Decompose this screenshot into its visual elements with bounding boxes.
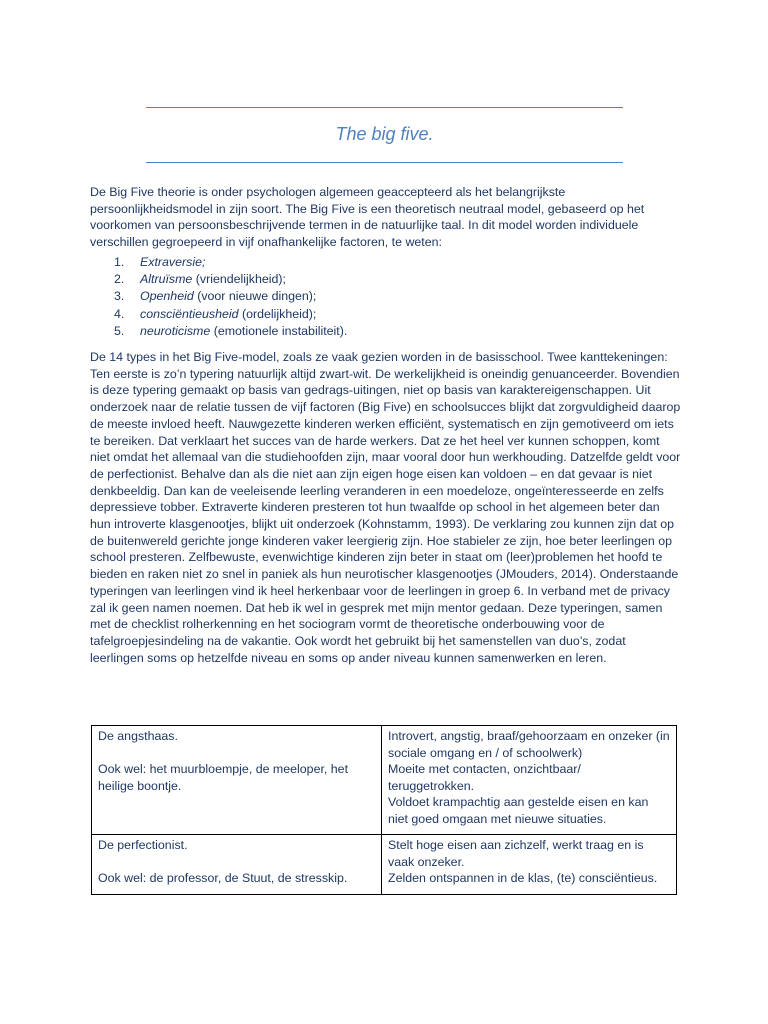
factor-item (90, 271, 347, 288)
factor-name: Altruïsme (140, 272, 193, 287)
type-cell (92, 726, 382, 835)
factor-desc: (voor nieuwe dingen); (193, 289, 317, 304)
intro-text: De Big Five theorie is onder psychologen algemeen geaccepteerd als het belangrijkste persoonlijkheidsmodel in zijn soort. The Big Five is een theoretisch neutraal model, gebaseerd op het voorkomen van persoonsbeschrijvende termen in de natuurlijke taal. In dit model worden individuele verschillen gegroepeerd in vijf onafhankelijke factoren, te weten: (90, 185, 645, 250)
type-traits: Zelden ontspannen in de klas, (te) consciëntieus. (388, 871, 658, 885)
title-rule-top (146, 107, 623, 108)
factor-number: 3. (114, 289, 125, 304)
factor-number: 4. (114, 306, 125, 321)
factor-number: 1. (114, 255, 125, 269)
title-rule-bottom (146, 162, 623, 163)
factor-item (90, 254, 347, 271)
factor-desc: (emotionele instabiliteit). (210, 323, 348, 338)
type-name: De perfectionist. (98, 838, 188, 852)
type-cell (92, 835, 382, 895)
table-row (92, 726, 677, 835)
type-alias: Ook wel: de professor, de Stuut, de stresskip. (98, 871, 348, 885)
type-traits: Voldoet krampachtig aan gestelde eisen en kan niet goed omgaan met nieuwe situaties. (388, 795, 649, 826)
table-row (92, 835, 677, 895)
factor-number: 5. (114, 323, 125, 338)
type-traits: Stelt hoge eisen aan zichzelf, werkt traag en is vaak onzeker. (388, 838, 644, 869)
factor-item (90, 306, 347, 323)
page-title: The big five. (335, 124, 434, 144)
factor-list (90, 254, 347, 340)
factor-name: Openheid (140, 289, 194, 304)
type-name: De angsthaas. (98, 729, 178, 743)
factor-name: Extraversie; (140, 255, 206, 269)
factor-desc: (ordelijkheid); (238, 306, 317, 321)
factor-item (90, 288, 347, 305)
type-alias: Ook wel: het muurbloempje, de meeloper, het heilige boontje. (98, 762, 349, 793)
traits-cell (382, 726, 677, 835)
body-paragraph (90, 349, 682, 666)
factor-desc: (vriendelijkheid); (192, 272, 286, 287)
types-table (91, 725, 677, 895)
body-text: De 14 types in het Big Five-model, zoals ze vaak gezien worden in de basisschool. Twee kanttekeningen: Ten eerste is zo’n typering natuurlijk altijd zwart-wit. De werkelijkheid is oneindig genuanceerder. Bovendien is deze typering gemaakt op basis van gedrags-uitingen, niet op basis van karaktereigenschappen. Uit onderzoek naar de relatie tussen de vijf factoren (Big Five) en schoolsucces blijkt dat zorgvuldigheid daarop de meeste invloed heeft. Nauwgezette kinderen werken efficiënt, systematisch en zijn gemotiveerd om iets te bereiken. Dat verklaart het succes van de harde werkers. Dat ze het heel ver kunnen schoppen, komt niet omdat het allemaal van die studiehoofden zijn, maar vooral door hun werkhouding. Datzelfde geldt voor de perfectionist. Behalve dan als die niet aan zijn eigen hoge eisen kan voldoen – en dat gevaar is niet denkbeeldig. Dan kan de veeleisende leerling veranderen in een moedeloze, ongeïnteresseerde en zelfs depressieve tobber. Extraverte kinderen presteren tot hun twaalfde op school in het algemeen beter dan hun introverte klasgenootjes, blijkt uit onderzoek (Kohnstamm, 1993). De verklaring zou kunnen zijn dat op de buitenwereld gerichte jonge kinderen vaker leergierig zijn. Hoe stabieler ze zijn, hoe beter leerlingen op school presteren. Zelfbewuste, evenwichtige kinderen zijn beter in staat om (leer)problemen het hoofd te bieden en raken niet zo snel in paniek als hun neurotischer klasgenootjes (JMouders, 2014). Onderstaande typeringen van leerlingen vind ik heel herkenbaar voor de leerlingen in groep 6. In verband met de privacy zal ik geen namen noemen. Dat heb ik wel in gesprek met mijn mentor gedaan. Deze typeringen, samen met de checklist rolherkenning en het sociogram vormt de theoretische onderbouwing voor de tafelgroepjesindeling na de vakantie. Ook wordt het gebruikt bij het samenstellen van duo’s, zodat leerlingen soms op hetzelfde niveau en soms op ander niveau kunnen samenwerken en leren. (90, 350, 681, 665)
type-traits: Moeite met contacten, onzichtbaar/ teruggetrokken. (388, 762, 581, 793)
type-traits: Introvert, angstig, braaf/gehoorzaam en onzeker (in sociale omgang en / of schoolwerk) (388, 729, 670, 760)
intro-paragraph (90, 184, 682, 251)
traits-cell (382, 835, 677, 895)
factor-number: 2. (114, 272, 125, 287)
factor-name: neuroticisme (140, 323, 211, 338)
factor-name: consciëntieusheid (140, 306, 239, 321)
factor-item (90, 323, 347, 340)
